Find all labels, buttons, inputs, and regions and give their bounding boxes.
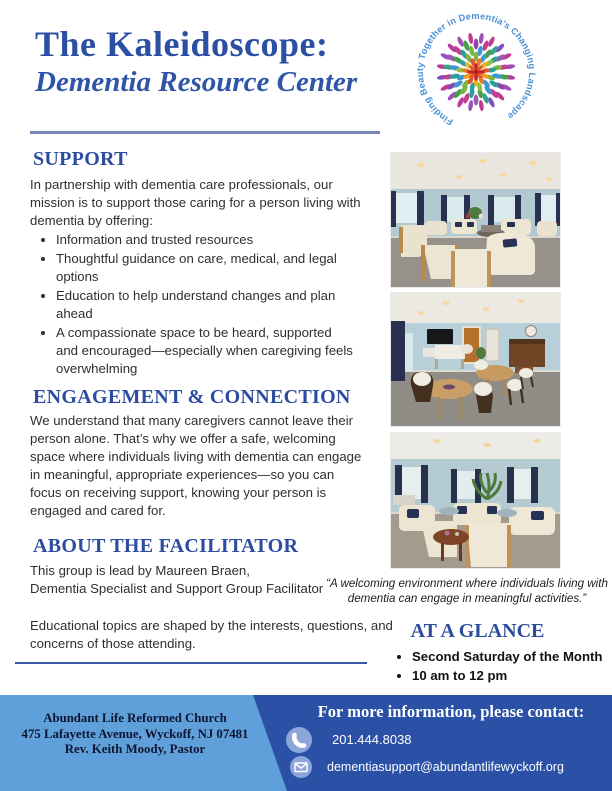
- glance-list: [388, 648, 608, 685]
- church-name: Abundant Life Reformed Church: [43, 711, 227, 725]
- header: [35, 24, 357, 100]
- photo-activity-room: [391, 293, 560, 426]
- list-item: • 10 am to 12 pm: [412, 667, 608, 685]
- list-item: • Second Saturday of the Month: [412, 648, 608, 666]
- photo-lounge-2: [391, 433, 560, 568]
- engagement-heading: ENGAGEMENT & CONNECTION: [33, 386, 351, 408]
- church-address: 475 Lafayette Avenue, Wyckoff, NJ 07481: [21, 726, 249, 741]
- photo-quote: “A welcoming environment where individuals living with dementia can engage in meaningful activities.”: [326, 577, 608, 605]
- phone-number: 201.444.8038: [332, 732, 412, 747]
- glance-heading: AT A GLANCE: [410, 620, 545, 642]
- page-subtitle: Dementia Resource Center: [35, 66, 358, 98]
- page-title: The Kaleidoscope:: [35, 24, 329, 64]
- phone-icon: [286, 727, 312, 753]
- email-address: dementiasupport@abundantlifewyckoff.org: [327, 760, 564, 774]
- contact-heading: For more information, please contact:: [317, 702, 585, 721]
- kaleidoscope-logo: [397, 6, 555, 138]
- facilitator-heading: ABOUT THE FACILITATOR: [33, 535, 299, 557]
- bottom-rule: [15, 662, 367, 664]
- title-divider: [30, 131, 380, 134]
- support-heading: SUPPORT: [33, 148, 128, 170]
- email-icon: [290, 756, 312, 778]
- facilitator-line2: Dementia Specialist and Support Group Facilitator: [30, 581, 324, 596]
- photo-lounge-circle: [391, 153, 560, 287]
- logo-circular-text: Finding Beauty Together in Dementia’s Changing Landscape: [414, 10, 538, 128]
- church-pastor: Rev. Keith Moody, Pastor: [64, 742, 206, 756]
- church-info: [10, 711, 260, 758]
- list-item: • A compassionate space to be heard, supported and encouraged—especially when caregiving feels overwhelming: [56, 324, 356, 378]
- facilitator-para: Educational topics are shaped by the interests, questions, and concerns of those attending.: [30, 618, 393, 651]
- list-item: • Education to help understand changes and plan ahead: [56, 287, 356, 323]
- engagement-body: We understand that many caregivers cannot leave their person alone. That’s why we offer a safe, welcoming space where individuals living with dementia can engage in meaningful, appropriate experiences—so you can focus on receiving support, knowing your person is engaged and cared for.: [30, 413, 362, 518]
- facilitator-line1: This group is lead by Maureen Braen,: [30, 563, 250, 578]
- list-item: • Thoughtful guidance on care, medical, and legal options: [56, 250, 356, 286]
- support-bullets: [32, 231, 356, 379]
- list-item: • Information and trusted resources: [56, 231, 356, 249]
- support-intro: In partnership with dementia care professionals, our mission is to support those caring for a person living with dementia by offering:: [30, 177, 361, 228]
- kaleidoscope-flower-icon: [437, 33, 516, 112]
